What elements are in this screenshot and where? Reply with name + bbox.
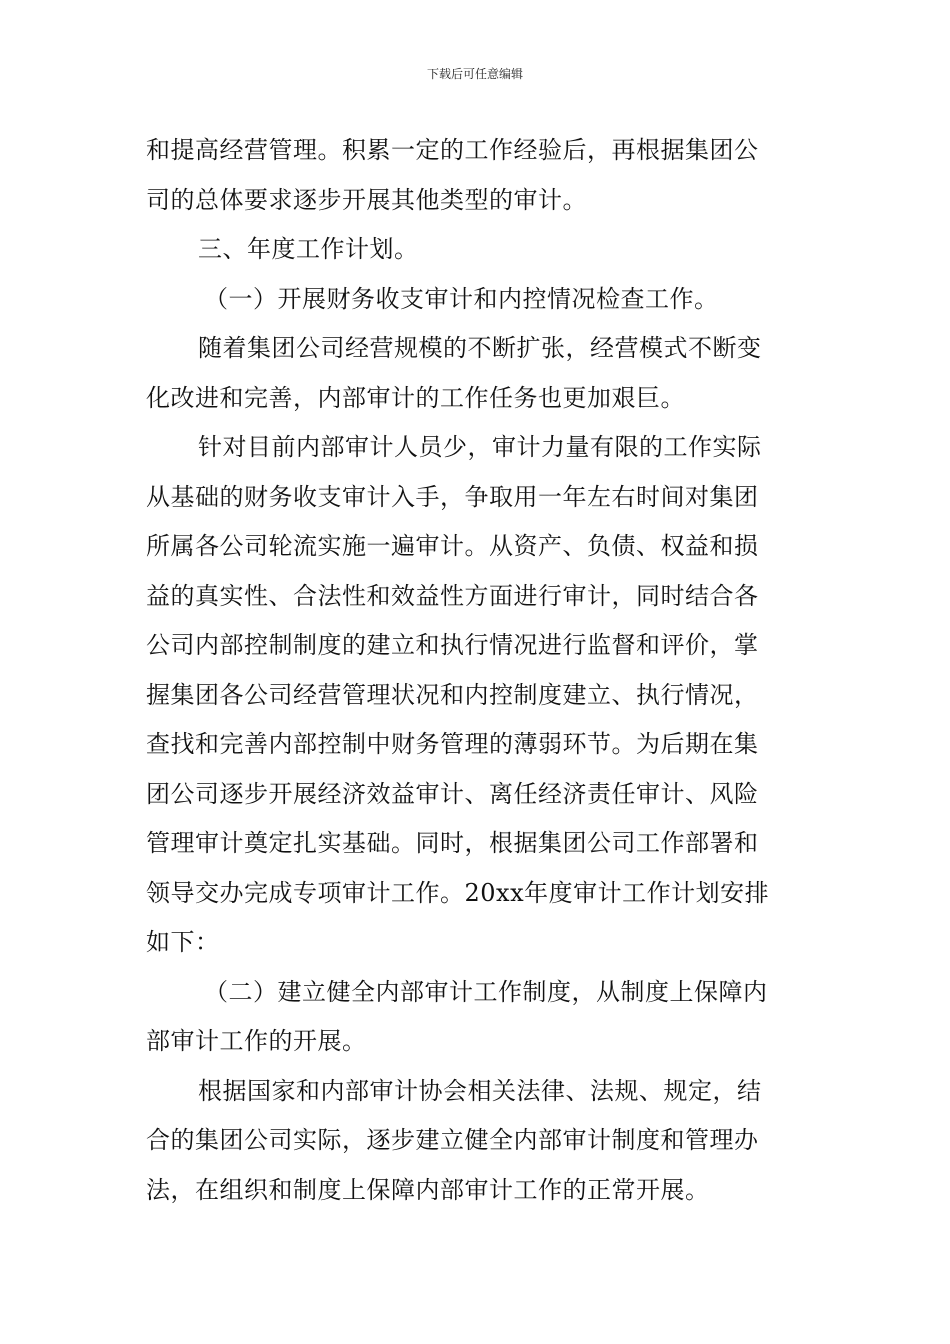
paragraph-line: 益的真实性、合法性和效益性方面进行审计，同时结合各 (146, 581, 759, 610)
page-header: 下载后可任意编辑 (426, 67, 523, 81)
paragraph-line: 司的总体要求逐步开展其他类型的审计。 (146, 185, 587, 214)
paragraph-line: 合的集团公司实际，逐步建立健全内部审计制度和管理办 (146, 1126, 759, 1154)
paragraph-line: 公司内部控制制度的建立和执行情况进行监督和评价，掌 (146, 631, 759, 659)
paragraph-line: 握集团各公司经营管理状况和内控制度建立、执行情况， (146, 680, 759, 709)
paragraph-line: 化改进和完善，内部审计的工作任务也更加艰巨。 (146, 383, 685, 412)
section-heading: 三、年度工作计划。 (198, 235, 419, 263)
paragraph-line: 根据国家和内部审计协会相关法律、法规、规定，结 (198, 1076, 762, 1105)
paragraph-line: 法，在组织和制度上保障内部审计工作的正常开展。 (146, 1175, 710, 1204)
paragraph-line: 管理审计奠定扎实基础。同时，根据集团公司工作部署和 (146, 829, 759, 857)
paragraph-line: 从基础的财务收支审计入手，争取用一年左右时间对集团 (146, 482, 759, 511)
paragraph-line: 和提高经营管理。积累一定的工作经验后，再根据集团公 (146, 136, 759, 164)
paragraph-line: 查找和完善内部控制中财务管理的薄弱环节。为后期在集 (146, 730, 759, 758)
subsection-heading: （一）开展财务收支审计和内控情况检查工作。 (204, 284, 719, 313)
paragraph-line: 针对目前内部审计人员少，审计力量有限的工作实际 (198, 433, 762, 461)
paragraph-line: 如下： (146, 928, 220, 956)
subsection-heading: （二）建立健全内部审计工作制度，从制度上保障内 (204, 977, 768, 1006)
paragraph-line: 部审计工作的开展。 (146, 1027, 367, 1055)
paragraph-line: 所属各公司轮流实施一遍审计。从资产、负债、权益和损 (146, 532, 759, 560)
paragraph-line: 团公司逐步开展经济效益审计、离任经济责任审计、风险 (146, 779, 759, 808)
paragraph-line: 领导交办完成专项审计工作。20xx年度审计工作计划安排 (146, 878, 770, 907)
document-body (146, 126, 810, 1215)
paragraph-line: 随着集团公司经营规模的不断扩张，经营模式不断变 (198, 334, 762, 362)
